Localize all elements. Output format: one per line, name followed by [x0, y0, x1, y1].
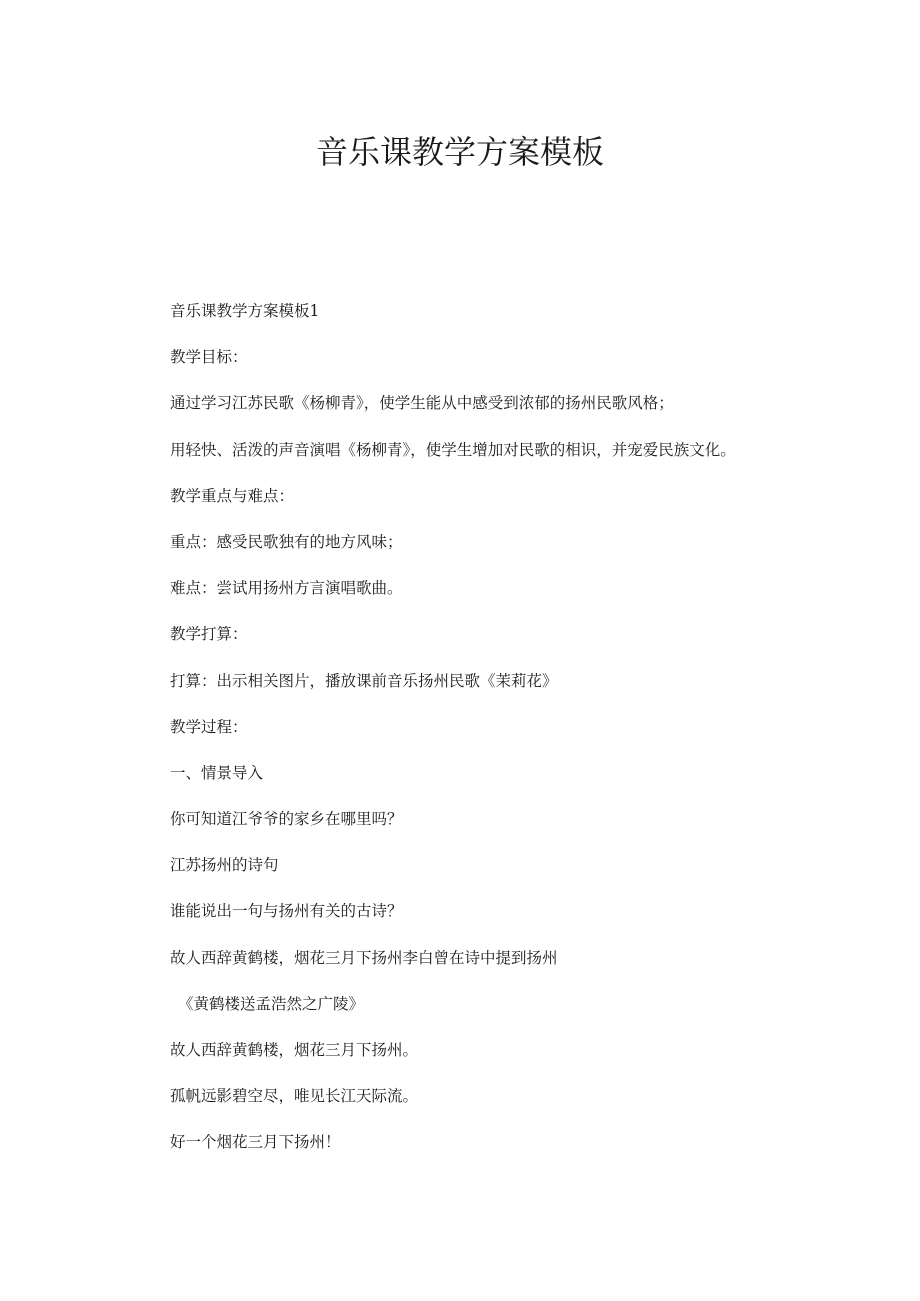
- paragraph: 打算：出示相关图片，播放课前音乐扬州民歌《茉莉花》: [170, 671, 558, 690]
- paragraph: 好一个烟花三月下扬州！: [170, 1133, 341, 1152]
- paragraph: 故人西辞黄鹤楼，烟花三月下扬州李白曾在诗中提到扬州: [170, 948, 558, 967]
- paragraph: 教学目标：: [170, 348, 248, 367]
- document-body: [170, 299, 850, 1177]
- paragraph: 用轻快、活泼的声音演唱《杨柳青》，使学生增加对民歌的相识，并宠爱民族文化。: [170, 440, 736, 459]
- paragraph: 孤帆远影碧空尽，唯见长江天际流。: [170, 1087, 419, 1106]
- paragraph: 一、情景导入: [170, 763, 264, 782]
- paragraph: 重点：感受民歌独有的地方风味；: [170, 532, 403, 551]
- paragraph: 江苏扬州的诗句: [170, 856, 279, 875]
- paragraph: 教学打算：: [170, 625, 248, 644]
- paragraph: 难点：尝试用扬州方言演唱歌曲。: [170, 579, 403, 598]
- paragraph: 你可知道江爷爷的家乡在哪里吗？: [170, 810, 403, 829]
- paragraph: 《黄鹤楼送孟浩然之广陵》: [178, 994, 365, 1013]
- paragraph: 故人西辞黄鹤楼，烟花三月下扬州。: [170, 1041, 419, 1059]
- document-title: 音乐课教学方案模板: [315, 133, 604, 171]
- paragraph: 通过学习江苏民歌《杨柳青》，使学生能从中感受到浓郁的扬州民歌风格；: [170, 394, 674, 413]
- paragraph: 教学过程：: [170, 717, 248, 736]
- paragraph: 音乐课教学方案模板1: [170, 302, 320, 320]
- paragraph: 教学重点与难点：: [170, 486, 295, 505]
- paragraph: 谁能说出一句与扬州有关的古诗？: [170, 902, 403, 921]
